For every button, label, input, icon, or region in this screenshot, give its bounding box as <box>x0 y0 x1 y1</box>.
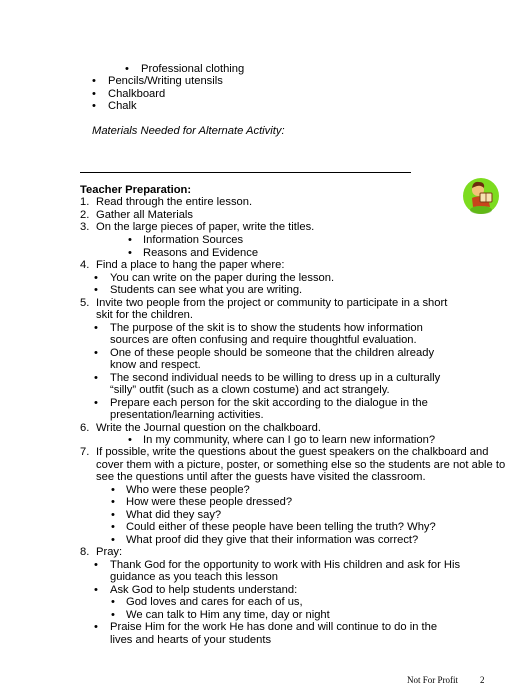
page-number: 2 <box>480 675 485 685</box>
list-item-chalk: Chalk <box>108 100 137 112</box>
prayer-item: Thank God for the opportunity to work with His children and ask for His <box>110 559 461 571</box>
step-3-sub-information-sources: Information Sources <box>143 234 244 246</box>
prayer-item: Praise Him for the work He has done and will continue to do in the <box>110 621 438 633</box>
bullet: • <box>125 63 129 75</box>
step-4-sub-2: Students can see what you are writing. <box>110 284 303 296</box>
step-4-sub-1: You can write on the paper during the lesson. <box>110 272 335 284</box>
step-8-text: Pray: <box>96 546 123 558</box>
step-7-text: If possible, write the questions about the guest speakers on the chalkboard and <box>96 446 489 458</box>
bullet: • <box>128 234 132 246</box>
step-5-bullet-3: “silly” outfit (such as a clown costume) and act strangely. <box>110 384 390 396</box>
prayer-sub-item: God loves and cares for each of us, <box>126 596 303 608</box>
footer-not-for-profit: Not For Profit <box>407 675 459 685</box>
bullet: • <box>94 272 98 284</box>
step-4-text: Find a place to hang the paper where: <box>96 259 285 271</box>
bullet: • <box>94 621 98 633</box>
step-7-text: cover them with a picture, poster, or something else so the students are not able to <box>96 459 506 471</box>
journal-question: In my community, where can I go to learn new information? <box>143 434 436 446</box>
step-number: 3. <box>80 221 90 233</box>
bullet: • <box>111 521 115 533</box>
step-5-bullet-4: Prepare each person for the skit according to the dialogue in the <box>110 397 428 409</box>
step-number: 1. <box>80 196 90 208</box>
step-1-text: Read through the entire lesson. <box>96 196 253 208</box>
bullet: • <box>94 347 98 359</box>
bullet: • <box>111 596 115 608</box>
step-number: 8. <box>80 546 90 558</box>
guest-question: Could either of these people have been telling the truth? Why? <box>126 521 436 533</box>
step-2-text: Gather all Materials <box>96 209 193 221</box>
step-7-text: see the questions until after the guests have visited the classroom. <box>96 471 426 483</box>
guest-question: What did they say? <box>126 509 222 521</box>
bullet: • <box>92 88 96 100</box>
prayer-item: lives and hearts of your students <box>110 634 272 646</box>
bullet: • <box>111 496 115 508</box>
step-6-text: Write the Journal question on the chalkboard. <box>96 422 321 434</box>
step-5-bullet-3: The second individual needs to be willing to dress up in a culturally <box>110 372 441 384</box>
prayer-item: guidance as you teach this lesson <box>110 571 278 583</box>
alternate-materials-heading: Materials Needed for Alternate Activity: <box>92 125 285 137</box>
writing-line <box>80 172 411 173</box>
bullet: • <box>111 484 115 496</box>
bullet: • <box>94 322 98 334</box>
prayer-sub-item: We can talk to Him any time, day or night <box>126 609 330 621</box>
guest-question: Who were these people? <box>126 484 250 496</box>
step-5-text: skit for the children. <box>96 309 194 321</box>
bullet: • <box>111 609 115 621</box>
step-3-text: On the large pieces of paper, write the titles. <box>96 221 315 233</box>
bullet: • <box>92 75 96 87</box>
list-item-pencils: Pencils/Writing utensils <box>108 75 223 87</box>
step-5-text: Invite two people from the project or community to participate in a short <box>96 297 448 309</box>
list-item-chalkboard: Chalkboard <box>108 88 166 100</box>
child-reading-icon <box>461 176 501 216</box>
step-number: 5. <box>80 297 90 309</box>
bullet: • <box>111 534 115 546</box>
guest-question: How were these people dressed? <box>126 496 293 508</box>
bullet: • <box>94 584 98 596</box>
bullet: • <box>94 372 98 384</box>
step-number: 6. <box>80 422 90 434</box>
bullet: • <box>111 509 115 521</box>
guest-question: What proof did they give that their information was correct? <box>126 534 419 546</box>
bullet: • <box>128 247 132 259</box>
prayer-item: Ask God to help students understand: <box>110 584 298 596</box>
step-5-bullet-1: sources are often confusing and require thoughtful evaluation. <box>110 334 417 346</box>
bullet: • <box>128 434 132 446</box>
step-5-bullet-1: The purpose of the skit is to show the students how information <box>110 322 423 334</box>
bullet: • <box>94 397 98 409</box>
step-5-bullet-2: One of these people should be someone that the children already <box>110 347 435 359</box>
step-5-bullet-4: presentation/learning activities. <box>110 409 264 421</box>
bullet: • <box>94 559 98 571</box>
step-3-sub-reasons-evidence: Reasons and Evidence <box>143 247 259 259</box>
step-5-bullet-2: know and respect. <box>110 359 201 371</box>
teacher-preparation-heading: Teacher Preparation: <box>80 184 192 196</box>
step-number: 2. <box>80 209 90 221</box>
bullet: • <box>94 284 98 296</box>
step-number: 7. <box>80 446 90 458</box>
bullet: • <box>92 100 96 112</box>
list-item-professional-clothing: Professional clothing <box>141 63 245 75</box>
step-number: 4. <box>80 259 90 271</box>
